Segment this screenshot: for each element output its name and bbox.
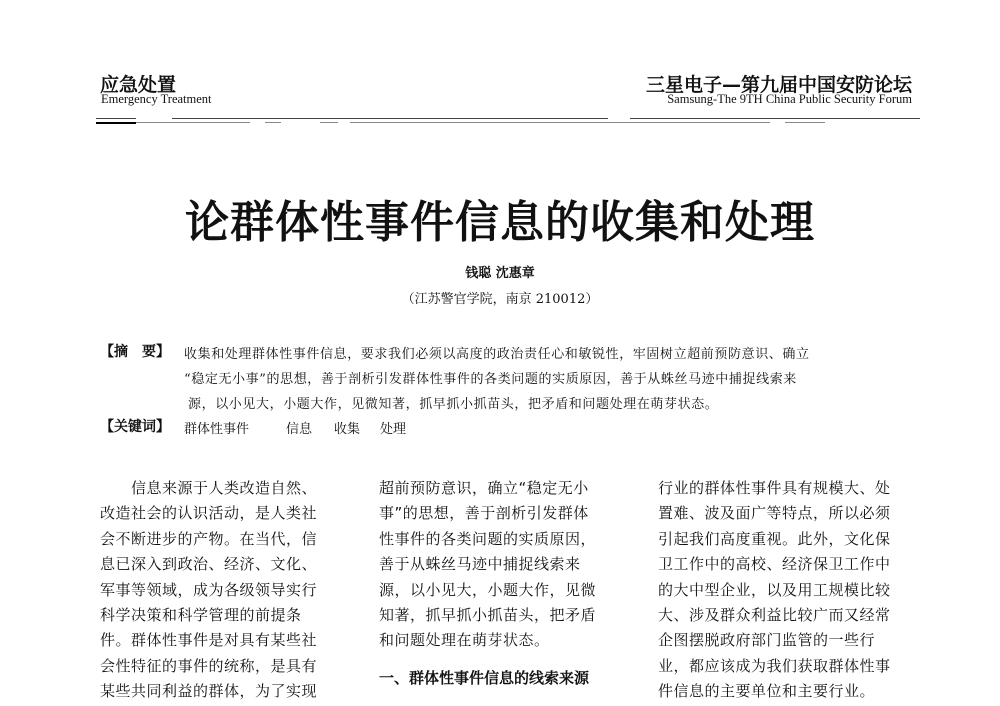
body-line: 超前预防意识，确立“稳定无小 bbox=[379, 479, 589, 497]
body-line: 息已深入到政治、经济、文化、 bbox=[100, 555, 318, 574]
body-column-1 bbox=[100, 476, 352, 705]
body-line: 军事等领域，成为各级领导实行 bbox=[100, 580, 318, 599]
body-line: 行业的群体性事件具有规模大、处 bbox=[658, 479, 891, 497]
body-line: 信息来源于人类改造自然、 bbox=[100, 479, 318, 497]
keywords-label: 【关键词】 bbox=[100, 419, 170, 435]
keyword: 信息 bbox=[286, 422, 313, 437]
body-line: 事”的思想，善于剖析引发群体 bbox=[379, 504, 589, 523]
body-line: 业，都应该成为我们获取群体性事 bbox=[658, 656, 891, 675]
running-header-section-cn: 应急处置 bbox=[100, 74, 177, 96]
section-heading: 一、群体性事件信息的线索来源 bbox=[379, 669, 590, 687]
body-line: 和问题处理在萌芽状态。 bbox=[379, 631, 550, 650]
body-line: 大、涉及群众利益比较广而又经常 bbox=[658, 605, 891, 624]
abstract-line: 收集和处理群体性事件信息，要求我们必须以高度的政治责任心和敏锐性，牢固树立超前预防意识、确立 bbox=[184, 347, 810, 362]
body-line: 某些共同利益的群体，为了实现 bbox=[100, 682, 318, 701]
body-line: 件。群体性事件是对具有某些社 bbox=[100, 631, 318, 650]
abstract-line: 源，以小见大，小题大作，见微知著，抓早抓小抓苗头，把矛盾和问题处理在萌芽状态。 bbox=[188, 397, 719, 412]
running-header-forum-cn: 三星电子—第九届中国安防论坛 bbox=[645, 74, 912, 96]
article-authors: 钱聪 沈惠章 bbox=[465, 266, 535, 281]
running-header-section-en: Emergency Treatment bbox=[101, 92, 212, 106]
body-line: 源，以小见大，小题大作，见微 bbox=[379, 580, 597, 599]
running-header-forum-en: Samsung-The 9TH China Public Security Forum bbox=[667, 92, 912, 106]
body-line: 件信息的主要单位和主要行业。 bbox=[658, 682, 876, 701]
body-line: 科学决策和科学管理的前提条 bbox=[100, 605, 302, 624]
body-column-2 bbox=[379, 476, 631, 654]
body-line: 卫工作中的高校、经济保卫工作中 bbox=[658, 555, 891, 574]
body-line: 企图摆脱政府部门监管的一些行 bbox=[658, 631, 876, 650]
keyword: 处理 bbox=[380, 422, 407, 437]
body-column-3 bbox=[658, 476, 910, 705]
abstract-line: “稳定无小事”的思想，善于剖析引发群体性事件的各类问题的实质原因，善于从蛛丝马迹中捕捉线索来 bbox=[184, 372, 797, 387]
body-line: 性事件的各类问题的实质原因， bbox=[379, 529, 597, 548]
body-line: 置难、波及面广等特点，所以必须 bbox=[658, 504, 891, 523]
body-line: 改造社会的认识活动，是人类社 bbox=[100, 504, 318, 523]
keyword: 群体性事件 bbox=[184, 422, 250, 437]
body-line: 引起我们高度重视。此外，文化保 bbox=[658, 529, 891, 548]
body-line: 会性特征的事件的统称，是具有 bbox=[100, 656, 318, 675]
body-line: 善于从蛛丝马迹中捕捉线索来 bbox=[379, 555, 581, 574]
keyword: 收集 bbox=[334, 422, 361, 437]
body-line: 会不断进步的产物。在当代，信 bbox=[100, 529, 318, 548]
abstract-label: 【摘 要】 bbox=[100, 344, 170, 360]
body-line: 知著，抓早抓小抓苗头，把矛盾 bbox=[379, 605, 597, 624]
article-affiliation: （江苏警官学院，南京 210012） bbox=[401, 292, 599, 307]
body-line: 的大中型企业，以及用工规模比较 bbox=[658, 580, 891, 599]
article-title: 论群体性事件信息的收集和处理 bbox=[185, 197, 815, 248]
